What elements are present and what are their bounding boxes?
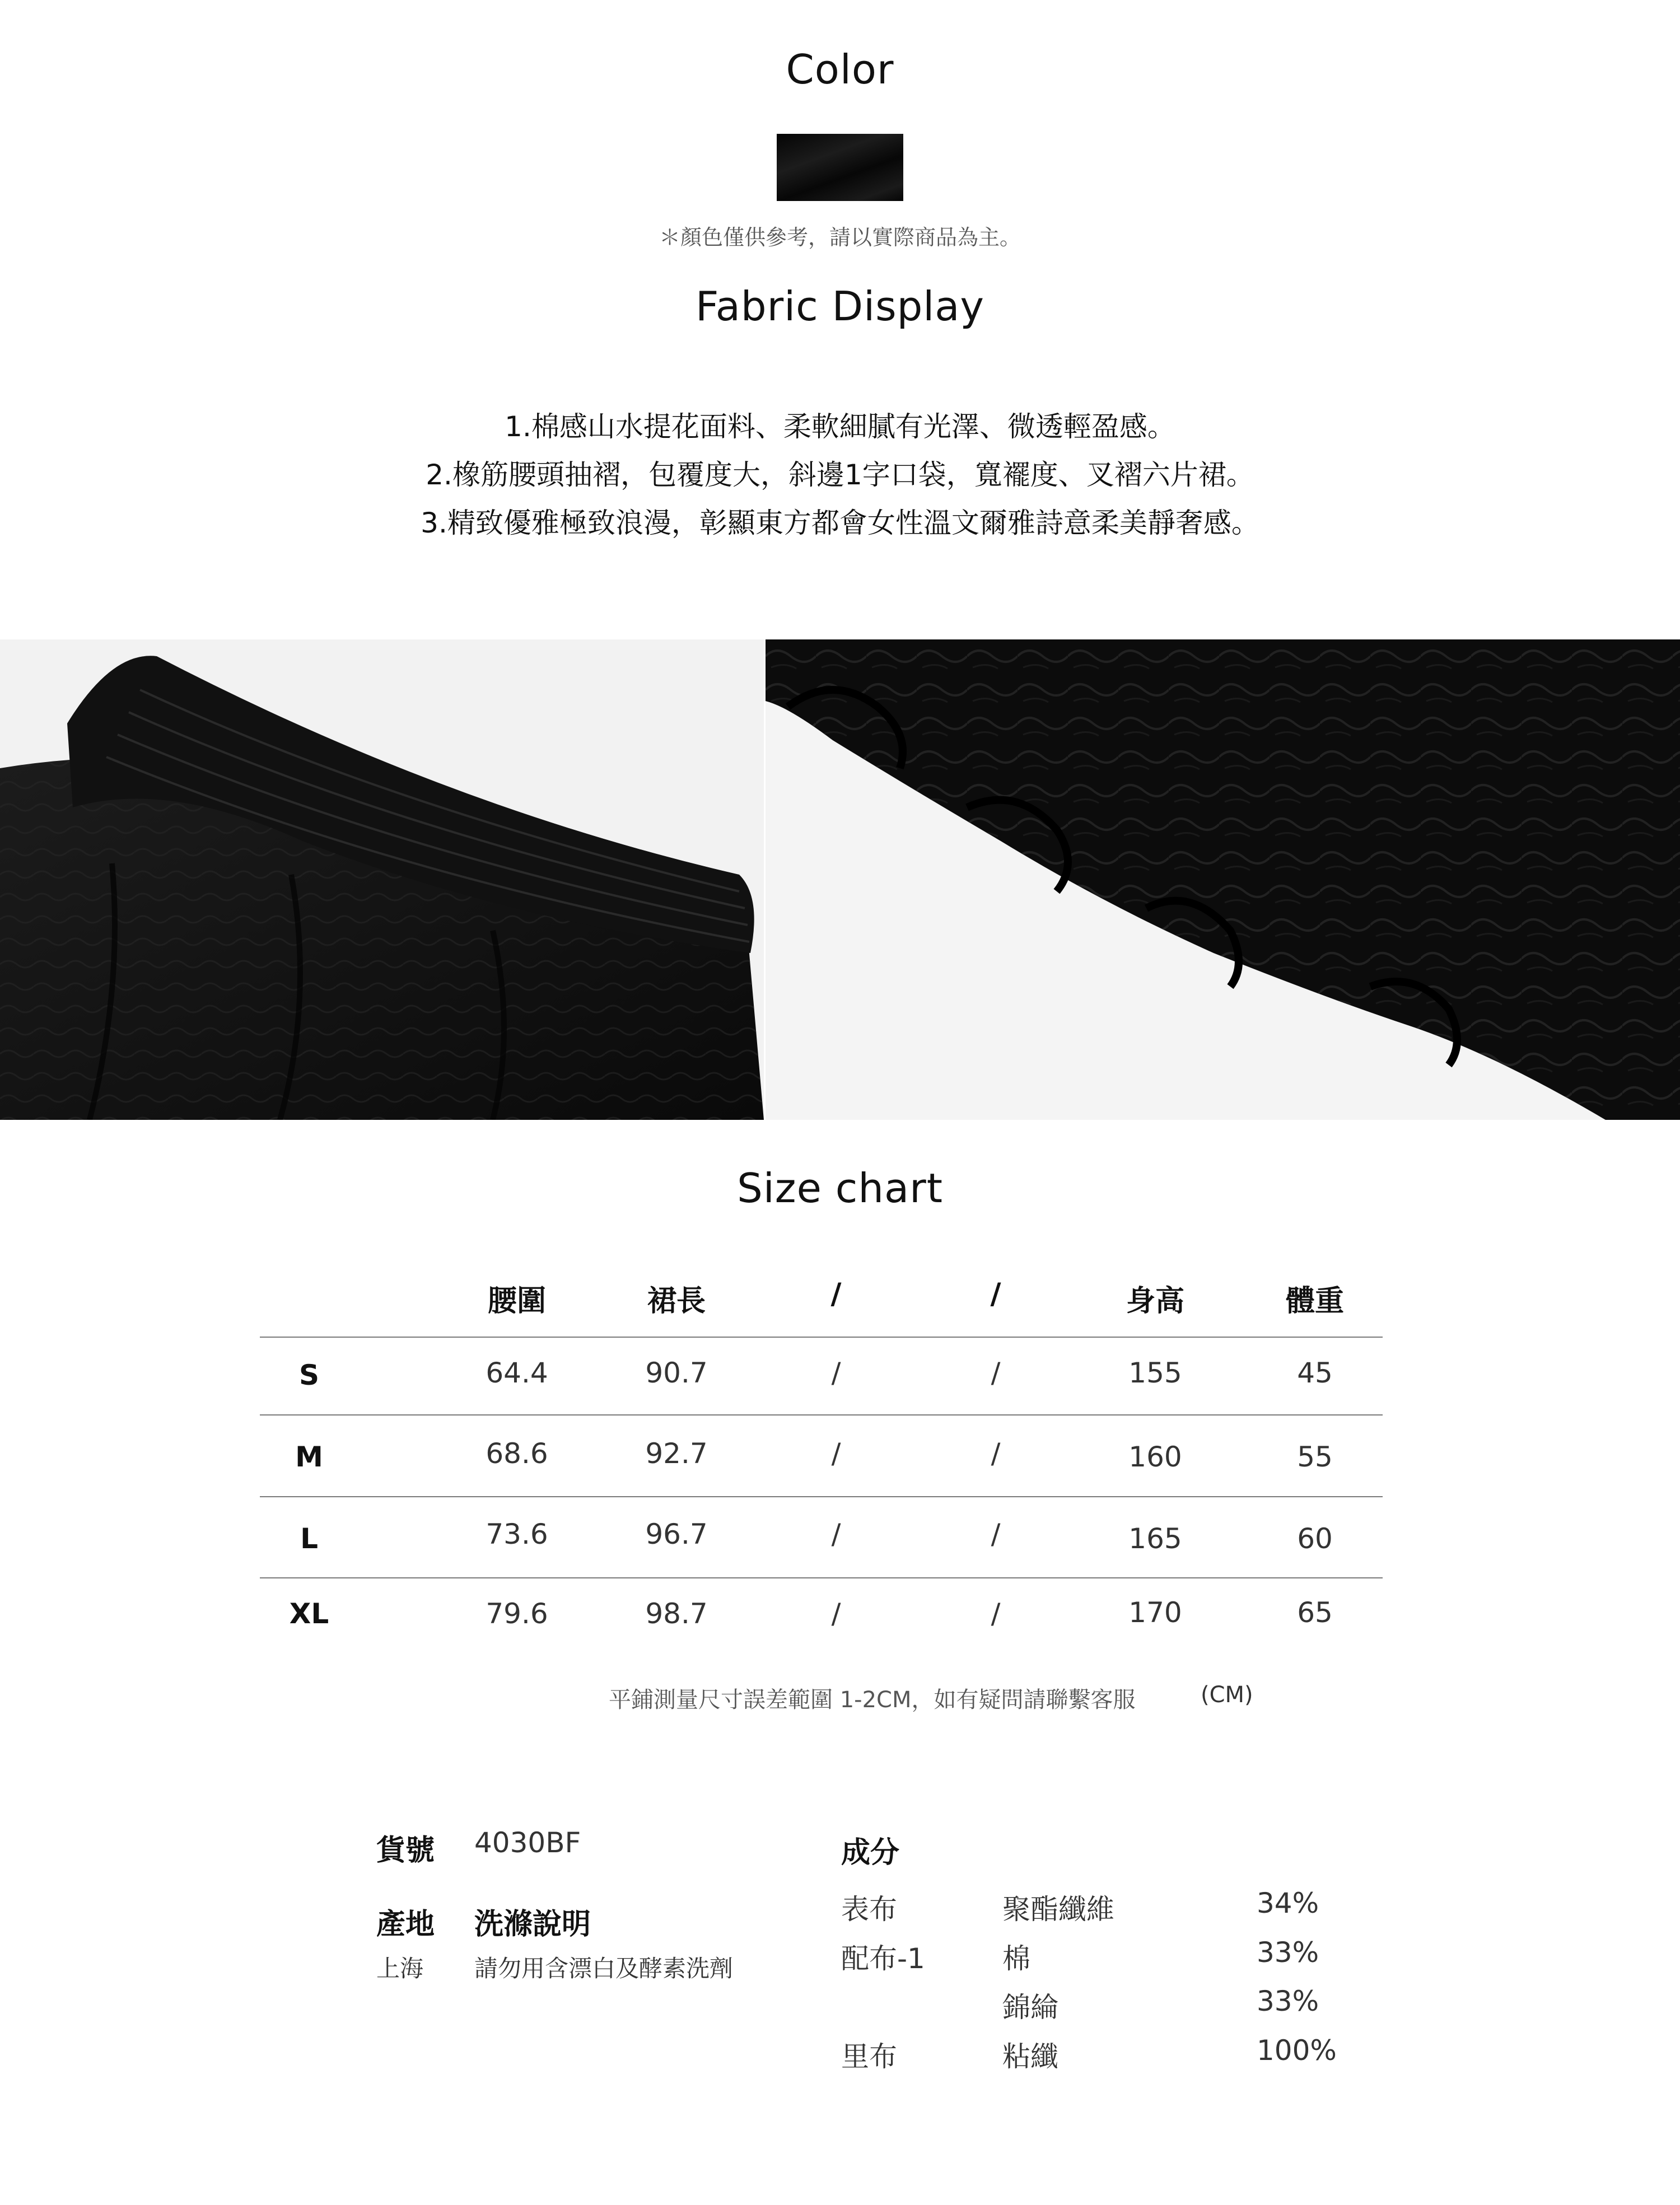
cell-empty-1: / [831,1357,841,1389]
size-label: S [298,1359,319,1391]
cell-weight: 60 [1297,1522,1333,1555]
cell-waist: 79.6 [486,1597,548,1630]
composition-percent: 34% [1257,1887,1319,1919]
cell-height: 160 [1128,1441,1182,1473]
feature-line: 1.棉感山水提花面料、柔軟細膩有光澤、微透輕盈感。 [505,410,1175,443]
cell-weight: 55 [1297,1441,1333,1473]
cell-length: 90.7 [645,1357,708,1389]
header-height: 身高 [1126,1284,1184,1318]
table-divider [260,1414,1383,1416]
composition-percent: 33% [1257,1936,1319,1969]
cell-empty-2: / [991,1518,1001,1550]
item-number-label: 貨號 [376,1834,435,1867]
cell-empty-2: / [991,1357,1001,1389]
size-measurement-note: 平鋪測量尺寸誤差範圍 1-2CM，如有疑問請聯繫客服 [609,1687,1136,1713]
item-number: 4030BF [474,1826,581,1859]
cell-height: 170 [1128,1596,1182,1629]
feature-line: 3.精致優雅極致浪漫，彰顯東方都會女性溫文爾雅詩意柔美靜奢感。 [421,507,1259,539]
header-weight: 體重 [1285,1284,1344,1318]
composition-material: 粘纖 [1002,2040,1058,2073]
fabric-closeup-photo [766,639,1680,1120]
size-label: XL [289,1597,329,1630]
cell-waist: 68.6 [486,1437,548,1470]
color-note: ＊顏色僅供參考，請以實際商品為主。 [659,225,1021,250]
care-label: 洗滌說明 [474,1908,591,1941]
cell-length: 92.7 [645,1437,708,1470]
cell-length: 96.7 [645,1518,708,1550]
cell-empty-2: / [991,1437,1001,1470]
header-empty-1: / [830,1277,842,1311]
cell-empty-1: / [831,1518,841,1550]
feature-line: 2.橡筋腰頭抽褶，包覆度大，斜邊1字口袋，寬襬度、叉褶六片裙。 [426,459,1254,491]
cell-weight: 45 [1297,1357,1333,1389]
cell-empty-2: / [991,1597,1001,1630]
composition-percent: 33% [1257,1985,1319,2017]
header-empty-2: / [990,1277,1001,1311]
composition-part: 里布 [841,2040,897,2073]
cell-waist: 73.6 [486,1518,548,1550]
table-divider [260,1496,1383,1497]
cell-waist: 64.4 [486,1357,548,1389]
cell-length: 98.7 [645,1597,708,1630]
skirt-waistband-photo [0,639,764,1120]
composition-percent: 100% [1257,2034,1337,2067]
table-divider [260,1337,1383,1338]
composition-label: 成分 [841,1836,900,1870]
cell-weight: 65 [1297,1596,1333,1629]
header-waist: 腰圍 [487,1284,546,1318]
composition-material: 棉 [1002,1942,1030,1975]
color-swatch-black[interactable] [777,134,903,201]
origin-label: 產地 [376,1908,435,1941]
composition-part: 配布-1 [841,1942,925,1975]
size-chart-title: Size chart [737,1165,943,1212]
table-divider [260,1577,1383,1578]
care-instruction: 請勿用含漂白及酵素洗劑 [474,1955,734,1982]
cell-empty-1: / [831,1597,841,1630]
composition-material: 聚酯纖維 [1002,1893,1114,1926]
header-length: 裙長 [647,1284,706,1318]
cell-height: 165 [1128,1522,1182,1555]
cell-empty-1: / [831,1437,841,1470]
fabric-display-title: Fabric Display [695,283,985,330]
size-unit: (CM) [1201,1682,1253,1708]
cell-height: 155 [1128,1357,1182,1389]
composition-part: 表布 [841,1893,897,1926]
origin-value: 上海 [376,1955,424,1982]
composition-material: 錦綸 [1002,1991,1058,2024]
size-label: M [295,1441,323,1473]
color-title: Color [786,46,894,93]
size-label: L [300,1522,318,1555]
